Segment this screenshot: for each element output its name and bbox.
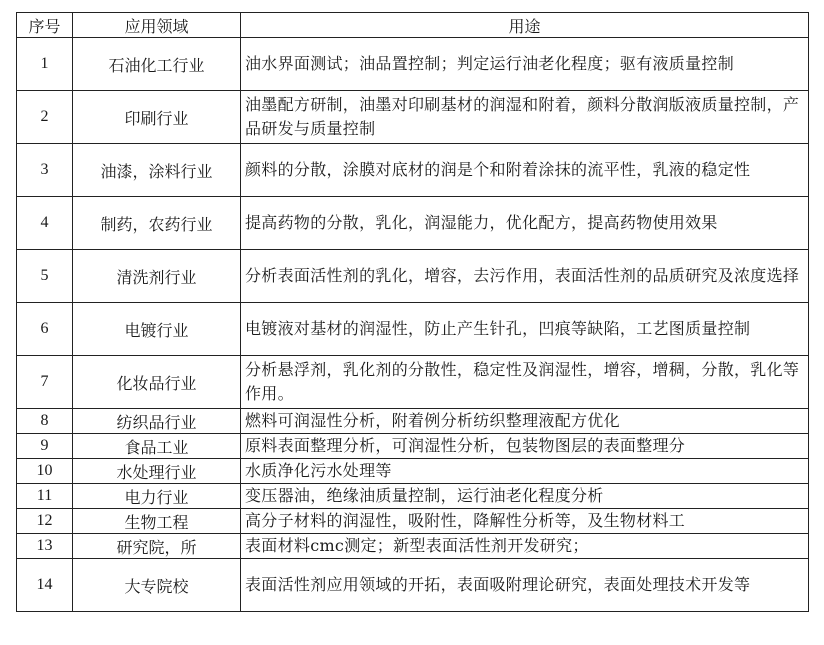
- usage-description: 水质净化污水处理等: [241, 459, 809, 484]
- row-number: 5: [17, 250, 73, 303]
- application-table: [16, 12, 809, 612]
- table-row: [17, 250, 809, 303]
- application-field: 水处理行业: [73, 459, 241, 484]
- table-row: [17, 434, 809, 459]
- application-field: 制药，农药行业: [73, 197, 241, 250]
- usage-description: 电镀液对基材的润湿性，防止产生针孔，凹痕等缺陷，工艺图质量控制: [241, 303, 809, 356]
- table-row: [17, 484, 809, 509]
- row-number: 1: [17, 38, 73, 91]
- row-number: 9: [17, 434, 73, 459]
- application-field: 石油化工行业: [73, 38, 241, 91]
- application-field: 食品工业: [73, 434, 241, 459]
- usage-description: 油水界面测试；油品置控制；判定运行油老化程度；驱有液质量控制: [241, 38, 809, 91]
- usage-description: 分析悬浮剂，乳化剂的分散性，稳定性及润湿性，增容，增稠，分散，乳化等作用。: [241, 356, 809, 409]
- application-field: 纺织品行业: [73, 409, 241, 434]
- usage-description: 表面活性剂应用领域的开拓，表面吸附理论研究，表面处理技术开发等: [241, 559, 809, 612]
- usage-description: 变压器油，绝缘油质量控制，运行油老化程度分析: [241, 484, 809, 509]
- application-field: 生物工程: [73, 509, 241, 534]
- row-number: 10: [17, 459, 73, 484]
- row-number: 12: [17, 509, 73, 534]
- application-field: 印刷行业: [73, 91, 241, 144]
- table-row: [17, 459, 809, 484]
- usage-description: 高分子材料的润湿性，吸附性，降解性分析等，及生物材料工: [241, 509, 809, 534]
- header-no: 序号: [17, 13, 73, 38]
- row-number: 8: [17, 409, 73, 434]
- header-field: 应用领域: [73, 13, 241, 38]
- table-row: [17, 197, 809, 250]
- usage-description: 油墨配方研制，油墨对印刷基材的润湿和附着，颜料分散润版液质量控制，产品研发与质量控制: [241, 91, 809, 144]
- application-field: 油漆，涂料行业: [73, 144, 241, 197]
- table-row: [17, 509, 809, 534]
- header-row: [17, 13, 809, 38]
- usage-description: 提高药物的分散，乳化，润湿能力，优化配方，提高药物使用效果: [241, 197, 809, 250]
- row-number: 11: [17, 484, 73, 509]
- table-row: [17, 356, 809, 409]
- row-number: 2: [17, 91, 73, 144]
- usage-description: 颜料的分散，涂膜对底材的润是个和附着涂抹的流平性，乳液的稳定性: [241, 144, 809, 197]
- table-row: [17, 409, 809, 434]
- header-use: 用途: [241, 13, 809, 38]
- application-field: 电镀行业: [73, 303, 241, 356]
- usage-description: 表面材料cmc测定；新型表面活性剂开发研究；: [241, 534, 809, 559]
- table-row: [17, 91, 809, 144]
- usage-description: 分析表面活性剂的乳化，增容，去污作用，表面活性剂的品质研究及浓度选择: [241, 250, 809, 303]
- row-number: 4: [17, 197, 73, 250]
- table-row: [17, 144, 809, 197]
- table-row: [17, 559, 809, 612]
- table-row: [17, 303, 809, 356]
- usage-description: 原料表面整理分析，可润湿性分析，包装物图层的表面整理分: [241, 434, 809, 459]
- row-number: 3: [17, 144, 73, 197]
- row-number: 13: [17, 534, 73, 559]
- application-field: 研究院，所: [73, 534, 241, 559]
- application-field: 化妆品行业: [73, 356, 241, 409]
- row-number: 14: [17, 559, 73, 612]
- row-number: 7: [17, 356, 73, 409]
- usage-description: 燃料可润湿性分析，附着例分析纺织整理液配方优化: [241, 409, 809, 434]
- table-row: [17, 534, 809, 559]
- application-field: 大专院校: [73, 559, 241, 612]
- application-field: 清洗剂行业: [73, 250, 241, 303]
- application-field: 电力行业: [73, 484, 241, 509]
- row-number: 6: [17, 303, 73, 356]
- table-row: [17, 38, 809, 91]
